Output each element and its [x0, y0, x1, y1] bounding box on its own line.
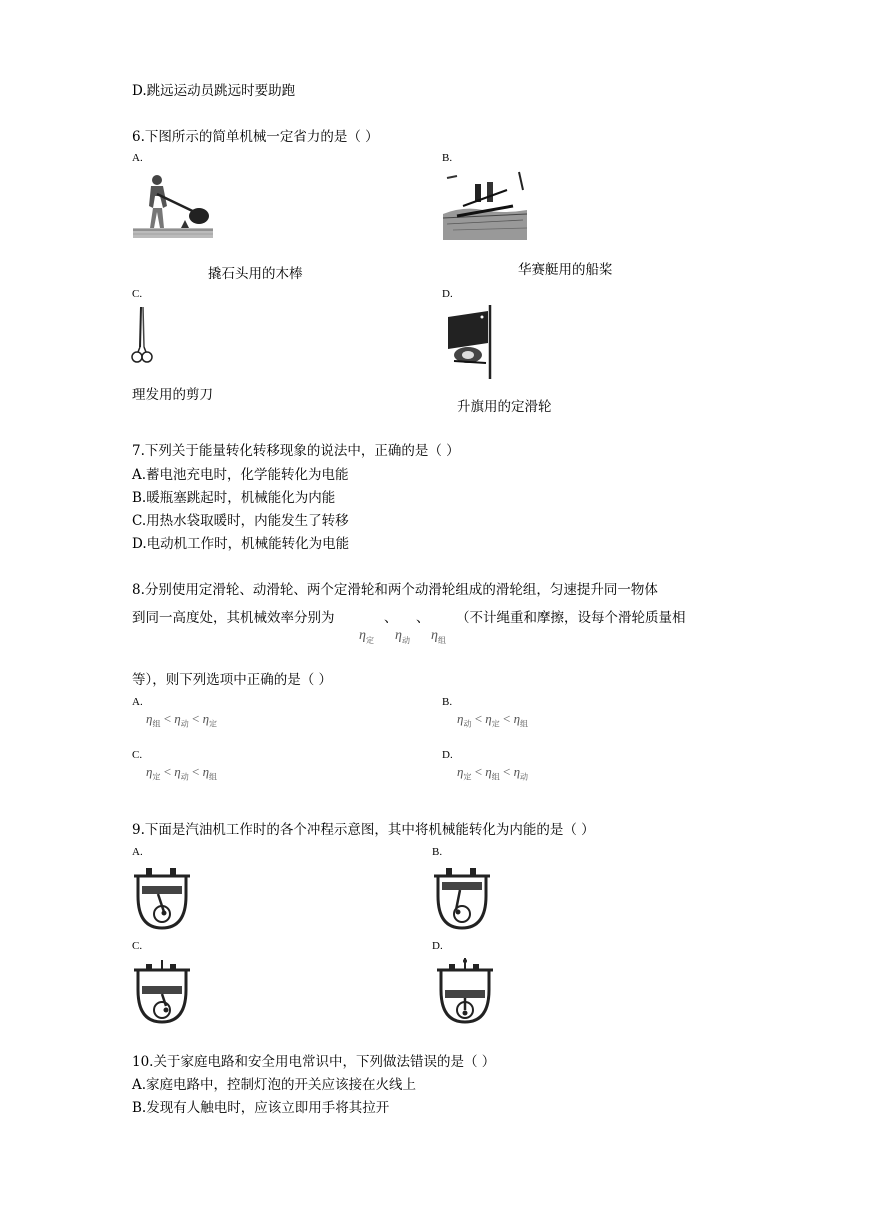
- q10-stem: 10.关于家庭电路和安全用电常识中，下列做法错误的是（ ）: [132, 1054, 496, 1070]
- q8-option-c-expression: $\eta_定 < \eta_动 < \eta_组$: [146, 764, 218, 782]
- eta-zu-symbol: $\eta_组$: [431, 628, 446, 645]
- lever-prying-stone-image: [133, 172, 213, 238]
- q8-option-b-expression: $\eta_动 < \eta_定 < \eta_组$: [457, 711, 529, 729]
- q8-option-c-letter: C.: [132, 749, 143, 761]
- q7-option-b: B.暖瓶塞跳起时，机械能化为内能: [132, 490, 336, 506]
- q8-sep1: 、: [384, 610, 398, 626]
- q8-option-b-letter: B.: [442, 696, 453, 708]
- q7-option-d: D.电动机工作时，机械能转化为电能: [132, 536, 350, 552]
- q8-option-a-letter: A.: [132, 696, 143, 708]
- q8-stem-line2b: （不计绳重和摩擦，设每个滑轮质量相: [456, 610, 686, 626]
- q8-stem-line3: 等），则下列选项中正确的是（ ）: [132, 672, 333, 688]
- q9-option-c-letter: C.: [132, 940, 143, 952]
- q8-stem-line1: 8.分别使用定滑轮、动滑轮、两个定滑轮和两个动滑轮组成的滑轮组，匀速提升同一物体: [132, 582, 658, 598]
- q6-option-a-caption: 撬石头用的木棒: [208, 266, 303, 282]
- q10-option-a: A.家庭电路中，控制灯泡的开关应该接在火线上: [132, 1077, 417, 1093]
- engine-stroke-c-diagram: [132, 960, 192, 1026]
- q6-stem: 6.下图所示的简单机械一定省力的是（ ）: [132, 129, 379, 145]
- engine-stroke-d-diagram: [435, 958, 495, 1026]
- q8-option-a-expression: $\eta_组 < \eta_动 < \eta_定$: [146, 711, 218, 729]
- q6-option-c-letter: C.: [132, 288, 143, 300]
- q6-option-b-caption: 华赛艇用的船桨: [518, 262, 613, 278]
- q5-option-d: D.跳远运动员跳远时要助跑: [132, 83, 296, 99]
- q7-stem: 7.下列关于能量转化转移现象的说法中，正确的是（ ）: [132, 443, 460, 459]
- scissors-image: [130, 305, 154, 367]
- q9-option-b-letter: B.: [432, 846, 443, 858]
- q6-option-d-letter: D.: [442, 288, 453, 300]
- flag-pulley-image: [446, 305, 496, 379]
- q6-option-d-caption: 升旗用的定滑轮: [457, 399, 552, 415]
- engine-stroke-a-diagram: [132, 866, 192, 932]
- rowing-oar-image: [443, 170, 527, 240]
- q6-option-a-letter: A.: [132, 152, 143, 164]
- q7-option-c: C.用热水袋取暖时，内能发生了转移: [132, 513, 349, 529]
- q8-sep2: 、: [416, 610, 430, 626]
- q6-option-c-caption: 理发用的剪刀: [132, 387, 213, 403]
- q10-option-b: B.发现有人触电时，应该立即用手将其拉开: [132, 1100, 390, 1116]
- eta-ding-symbol: $\eta_定$: [359, 628, 374, 645]
- q9-stem: 9.下面是汽油机工作时的各个冲程示意图，其中将机械能转化为内能的是（ ）: [132, 822, 595, 838]
- engine-stroke-b-diagram: [432, 866, 492, 932]
- q9-option-d-letter: D.: [432, 940, 443, 952]
- q8-option-d-letter: D.: [442, 749, 453, 761]
- q8-option-d-expression: $\eta_定 < \eta_组 < \eta_动$: [457, 764, 529, 782]
- eta-dong-symbol: $\eta_动$: [395, 628, 410, 645]
- q8-stem-line2a: 到同一高度处，其机械效率分别为: [132, 610, 335, 626]
- q9-option-a-letter: A.: [132, 846, 143, 858]
- q7-option-a: A.蓄电池充电时，化学能转化为电能: [132, 467, 349, 483]
- q6-option-b-letter: B.: [442, 152, 453, 164]
